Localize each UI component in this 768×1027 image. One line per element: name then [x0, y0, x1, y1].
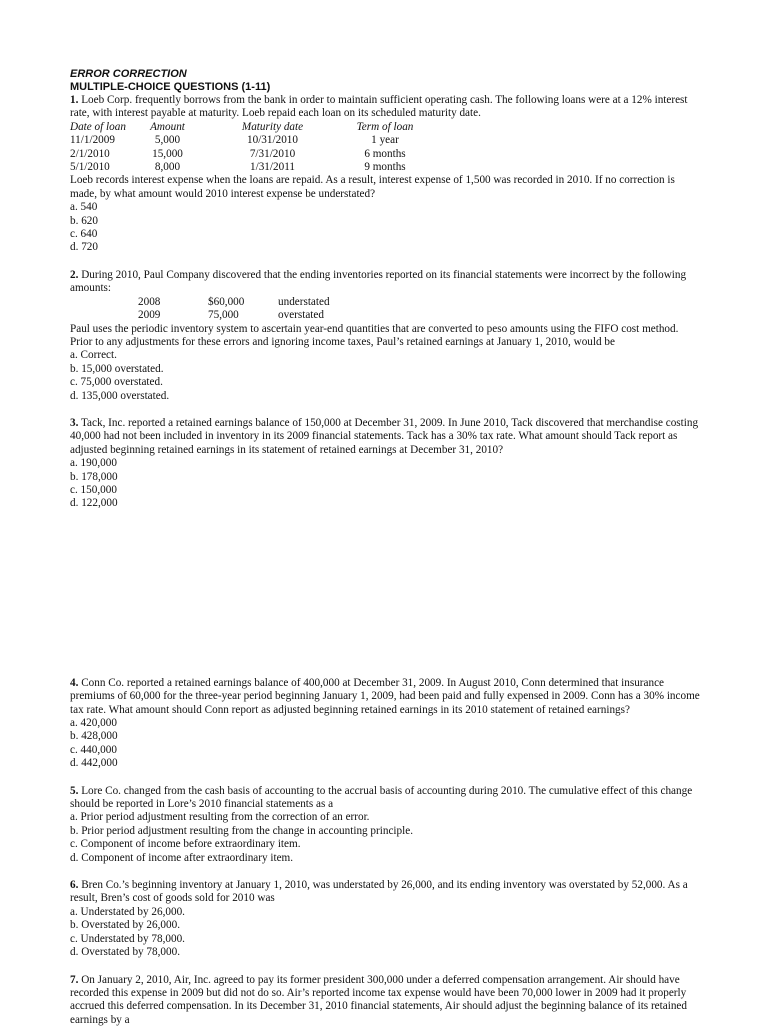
question-4: [70, 677, 700, 771]
question-6-number: 6.: [70, 879, 78, 891]
loan-maturity: 7/31/2010: [205, 148, 340, 161]
loan-header-date: Date of loan: [70, 121, 130, 134]
option-d: d. Component of income after extraordinary item.: [70, 852, 700, 865]
loan-date: 5/1/2010: [70, 161, 130, 174]
question-2-options: [70, 349, 700, 403]
inventory-direction: understated: [278, 296, 388, 309]
document-content: [70, 68, 700, 1027]
question-2-text: [70, 269, 700, 296]
question-1-stem: Loeb Corp. frequently borrows from the bank in order to maintain sufficient operating cash. The following loans were at a 12% interest rate, with interest payable at maturity. Loeb repaid each loan on its scheduled maturity date.: [70, 94, 688, 119]
question-4-text: [70, 677, 700, 717]
document-title: ERROR CORRECTION: [70, 68, 700, 81]
loan-amount: 5,000: [130, 134, 205, 147]
question-1-number: 1.: [70, 94, 78, 106]
option-a: a. 420,000: [70, 717, 700, 730]
question-7-number: 7.: [70, 974, 78, 986]
loan-maturity: 10/31/2010: [205, 134, 340, 147]
question-3-stem: Tack, Inc. reported a retained earnings balance of 150,000 at December 31, 2009. In June 2010, Tack discovered that merchandise costing 40,000 had not been included in inventory in its 2009 financial statements. Tack has a 30% tax rate. What amount should Tack report as adjusted beginning retained earnings in its statement of retained earnings at December 31, 2010?: [70, 417, 698, 456]
question-5-text: [70, 785, 700, 812]
option-a: a. Understated by 26,000.: [70, 906, 700, 919]
question-6-stem: Bren Co.’s beginning inventory at January 1, 2010, was understated by 26,000, and its ending inventory was overstated by 52,000. As a result, Bren’s cost of goods sold for 2010 was: [70, 879, 688, 904]
loan-term: 9 months: [340, 161, 430, 174]
inventory-year: 2008: [70, 296, 208, 309]
question-2-stem: During 2010, Paul Company discovered that the ending inventories reported on its financial statements were incorrect by the following amounts:: [70, 269, 686, 294]
option-d: d. 122,000: [70, 497, 700, 510]
option-a: a. Correct.: [70, 349, 700, 362]
option-c: c. 640: [70, 228, 700, 241]
loan-header-amount: Amount: [130, 121, 205, 134]
option-a: a. 540: [70, 201, 700, 214]
loan-header-term: Term of loan: [340, 121, 430, 134]
table-row: [70, 148, 430, 161]
loan-amount: 15,000: [130, 148, 205, 161]
option-d: d. Overstated by 78,000.: [70, 946, 700, 959]
loan-table: [70, 121, 430, 175]
question-6-options: [70, 906, 700, 960]
question-4-number: 4.: [70, 677, 78, 689]
inventory-year: 2009: [70, 309, 208, 322]
option-b: b. Prior period adjustment resulting from the change in accounting principle.: [70, 825, 700, 838]
loan-header-maturity: Maturity date: [205, 121, 340, 134]
question-6-text: [70, 879, 700, 906]
table-row: [70, 309, 388, 322]
option-c: c. 440,000: [70, 744, 700, 757]
question-3: [70, 417, 700, 511]
option-c: c. 150,000: [70, 484, 700, 497]
inventory-amount: 75,000: [208, 309, 278, 322]
option-d: d. 720: [70, 241, 700, 254]
question-1-options: [70, 201, 700, 255]
question-1: [70, 94, 700, 255]
option-b: b. 620: [70, 215, 700, 228]
option-c: c. Component of income before extraordinary item.: [70, 838, 700, 851]
question-2-number: 2.: [70, 269, 78, 281]
loan-table-header: [70, 121, 430, 134]
option-d: d. 135,000 overstated.: [70, 390, 700, 403]
option-d: d. 442,000: [70, 757, 700, 770]
question-5-options: [70, 811, 700, 865]
option-a: a. 190,000: [70, 457, 700, 470]
inventory-direction: overstated: [278, 309, 388, 322]
question-3-options: [70, 457, 700, 511]
question-2-followup: Paul uses the periodic inventory system to ascertain year-end quantities that are converted to peso amounts using the FIFO cost method. Prior to any adjustments for these errors and ignoring income taxes, Paul’s retained earnings at January 1, 2010, would be: [70, 323, 700, 350]
option-c: c. Understated by 78,000.: [70, 933, 700, 946]
loan-amount: 8,000: [130, 161, 205, 174]
option-a: a. Prior period adjustment resulting from the correction of an error.: [70, 811, 700, 824]
loan-date: 11/1/2009: [70, 134, 130, 147]
option-b: b. 178,000: [70, 471, 700, 484]
question-4-stem: Conn Co. reported a retained earnings balance of 400,000 at December 31, 2009. In August 2010, Conn determined that insurance premiums of 60,000 for the three-year period beginning January 1, 2009, had been paid and fully expensed in 2009. Conn has a 30% income tax rate. What amount should Conn report as adjusted beginning retained earnings in its 2010 statement of retained earnings?: [70, 677, 700, 716]
table-row: [70, 161, 430, 174]
question-3-number: 3.: [70, 417, 78, 429]
question-1-text: [70, 94, 700, 121]
question-7-text: [70, 974, 700, 1027]
question-5: [70, 785, 700, 865]
option-b: b. 15,000 overstated.: [70, 363, 700, 376]
question-4-options: [70, 717, 700, 771]
question-1-followup: Loeb records interest expense when the loans are repaid. As a result, interest expense of 1,500 was recorded in 2010. If no correction is made, by what amount would 2010 interest expense be understated?: [70, 174, 700, 201]
option-c: c. 75,000 overstated.: [70, 376, 700, 389]
option-b: b. 428,000: [70, 730, 700, 743]
question-6: [70, 879, 700, 959]
option-b: b. Overstated by 26,000.: [70, 919, 700, 932]
loan-term: 1 year: [340, 134, 430, 147]
inventory-error-table: [70, 296, 388, 323]
inventory-amount: $60,000: [208, 296, 278, 309]
question-7: [70, 974, 700, 1027]
table-row: [70, 296, 388, 309]
loan-maturity: 1/31/2011: [205, 161, 340, 174]
loan-date: 2/1/2010: [70, 148, 130, 161]
section-subtitle: MULTIPLE-CHOICE QUESTIONS (1-11): [70, 81, 700, 94]
question-5-number: 5.: [70, 785, 78, 797]
loan-term: 6 months: [340, 148, 430, 161]
question-2: [70, 269, 700, 403]
question-5-stem: Lore Co. changed from the cash basis of accounting to the accrual basis of accounting during 2010. The cumulative effect of this change should be reported in Lore’s 2010 financial statements as a: [70, 785, 692, 810]
question-7-stem: On January 2, 2010, Air, Inc. agreed to pay its former president 300,000 under a deferred compensation arrangement. Air should have recorded this expense in 2009 but did not do so. Air’s reported income tax expense would have been 70,000 lower in 2009 had it properly accrued this deferred compensation. In its December 31, 2010 financial statements, Air should adjust the beginning balance of its retained earnings by a: [70, 974, 687, 1026]
question-3-text: [70, 417, 700, 457]
table-row: [70, 134, 430, 147]
